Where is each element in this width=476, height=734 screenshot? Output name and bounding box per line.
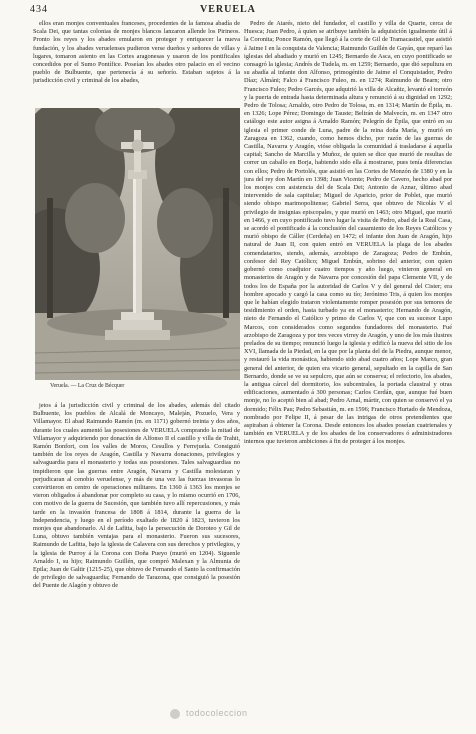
watermark [170,708,320,724]
paragraph: jetos á la jurisdicción civil y criminal de los abades, además del citado Bulbuente, los pueblos de Alcalá de Moncayo, Maleján, Pozuelo, Vera y Villamayor. El abad Raimundo Ramón (m. en 1171) gobernó treinta y dos años, durante los cuales aumentó las posesiones de VERUELA comprando la mitad de Villamayor y adquiriendo por donación de Alfonso II el castillo y villa de Trahit, Ramón Bonfort, con los valles de Moros, Cesullos y Ferrejuela. Consiguió también de los reyes de Aragón, Castilla y Navarra donaciones, privilegios y salvaguardia para el monasterio y todas sus posesiones. Tales salvaguardias no impidieron que las guerras entre Aragón, Navarra y Castilla molestaran y perjudicaran al cenobio veruelense, y más de una vez las fuerzas invasoras lo convirtieron en centro de operaciones militares. En 1360 á 1363 los monjes se vieron obligados á abandonar por completo su casa, y lo mismo ocurrió en 1706, con motivo de la guerra de Sucesión, que también tuvo allí repercusiones, y más tarde en la invasión francesa de 1808 á 1814, durante la guerra de la Independencia, y luego en el período exaltado de 1820 á 1823, tuvieron los monjes que abandonarlo. Al de Lafitta, bajo la persecución de Doroteo y Gil de Luna, obtuvo también ventajas para el monasterio. Fueron sus sucesores, Raimundo de Lafitta, bajo la iglesia de Calavera con sus derechos y privilegios, y la iglesia de Purroy á la Corona con Doña Pueyo (murió en 1204). Siguenle Arnaldo I, su hijo; Raimundo Guillén, que compró Malexan y la Almunia de Epila; Juan de Galtir (1215-25), que obtuvo de Fernando el Santo la confirmación de privilegio de salvaguardia; Fernando de Tarazona, que consiguió la posesión del Puente de Alagón y obtuvo de [33,402,240,590]
running-title: VERUELA [200,4,256,15]
watermark-text: todocoleccion [186,708,248,718]
engraving-figure [35,108,240,380]
watermark-logo-icon [170,709,180,719]
right-column-text [244,20,452,702]
page-header [30,4,458,18]
paragraph: Pedro de Atarés, nieto del fundador, el castillo y villa de Quarte, cerca de Huesca; Juan Pedro, á quien se atribuye también la adquisición igualmente útil á la Coronita; Ponce Ramón, que llegó á la corte de Gil de Tramacastiel, que asistió á Jaime I en la conquista de Valencia; Raimundo Guillén de Gayán, que reparó las iglesias del abadiado y murió en 1245; Bernardo de Asca, en cuyo pontificado se consagró la iglesia; Andrés de Tudela, m. en 1259; Bernardo, que dió sepultura en su abadía al infante don Alfonso, primogénito de Jaime el Conquistador, Pedro Díaz; Almáni; Falco á Francisco Fuleo, m. en 1274; Raimundo de Bearn; otro Francisco Fuleo; Pedro Garcés, que adquirió la villa de Alcañiz, levantó el torreón y la puerta de entrada hasta determinada altura y renunció á su dignidad en 1292; Pedro de Tolosa; Arnaldo, otro Pedro de Tolosa, m. en 1314; Martín de Épila, m. en 1326; Lope Pérez; Domingo de Tauste; Beltrán de Malvecín, m. en 1347 otro catálogo este autor asigna á Arnaldo Ramón; Pelegrín de Épila, que entró en su iglesia el primer conde de Luna, padre de la reina doña María, y murió en Zaragoza en 1362, cuando, como hemos dicho, por razón de las guerras de Castilla, Navarra y Aragón, vióse obligada la comunidad á trasladarse á aquella capital; Sancho de Marcilla y Muñoz, de quien se dice que murió de resultas de correr un caballo en Borja, habiendo sido ella á mostrarse, pues tenía diferencias con ellos; Pedro de Portolés, que asistió en las Cortes de Monzón de 1380 y en la jura del rey don Martín en 1398; Juan Vicente; Pedro de Cavero, hecho abad por los monjes con asistencia del de Scala Dei; Antonio de Aznar, último abad intervenido de sala capitular; Miguel de Aparicio, prior de Poblet, que murió siendo obispo marimopolitense; Gabriel Serra, que obtuvo de Nicolás V el privilegio de insignias episcopales, y que murió en 1463; otro Miguel, que murió en 1466, y en cuyo pontificado tuvo lugar la visita de Pedro, abad de la Real Casa, se acordó el pontificado á la conclusión del casamiento de los Reyes Católicos y murió obispo de Cáller (Cerdeña) en 1472; el infante don Juan de Aragón, hijo natural de Juan II, con quien entró en VERUELA la plaga de los abades comendatarios, siendo, además, arzobispo de Zaragoza; Pedro de Embún, confesor del Rey Católico; Miguel Embún, sobrino del anterior, con quien gobernó como coadjutor cuatro tiempos y año luego, vinieron general en monasterios de Aragón y de Navarra por concesión del papa Clemente VII, y de todos los de España por la autoridad de Carlos V y del general del Cister; era hombre apocado y cargó la casa como su tío; Jerónimo Tris, á quien los monjes que le habían elegido trataron violentamente romper posesión por sus temores de tesidimiento el orden, hasta turbado ya en el monasterio; Hernando de Aragón, nieto de Fernando el Católico y primo de Carlos V, que con su sucesor Lupo Marcos, con considerados como segundos fundadores del monasterio. Fué arzobispo de Zaragoza y por tres veces virrey de Aragón, y uno de los más ilustres prelados de su tiempo; renunció luego la iglesia y edificó la nueva del sitio de los XVI, llamada de la Piedad, en la que por la planta del de la Piedra, aunque menor, y restauró la vida monástica, habiendo sido abad cuatro años; Lope Marco, gran general del anterior, de quien era vicario general, sepultado en la capilla de San Bernardo, donde se ve su sepulcro, que aún se conserva; el refectorio, los abades, la antigua cárcel del dormitorio, los subcentrales, la portada claustral y otras edificaciones, aumentado á 300 personas; Carlos Cerdán, que, aunque fué buen monje, no lo aceptó bien al abad; Pedro Arnal, mártir, con quien se conservó el ya dormido; Félix Pau; Pedro Sebastián, m. en 1596; Francisco Hurtado de Mendoza, nombrado por Felipe II, á pesar de las intrigas de otros pretendientes que aspiraban á obtener la Corona. Desde entonces los abades poseían cuatrienales y también en VERUELA y de los abades de los conservadores ó administradores internos que tuvieron ambiciones á fin de proteger á los monjes. [244,20,452,446]
paragraph: ellos eran monjes conventuales franceses, procedentes de la famosa abadía de Scala Dei, que tantas colonias de monjes blancos lanzaron allende los Pirineos. Pronto los reyes y los abades emularon en proteger y enriquecer la nueva fundación, y los abades veruelenses pudieron verse dueños y señores de villas y lugares, tomaron asiento en las Cortes aragonesas y usaron de los pontificales concedidos por el Sumo Pontífice. Poseían los abades otro palacio en el vecino pueblo de Bulbuente, que pertenecía á su señorío. Estaban sujetos á la jurisdicción civil y criminal de los abades, [33,20,240,85]
figure-caption: Veruela. — La Cruz de Bécquer [50,383,125,389]
page-number: 434 [30,4,48,15]
left-column-bottom-text [33,402,240,702]
left-column-top-text [33,20,240,108]
cross-engraving-illustration [35,108,240,380]
